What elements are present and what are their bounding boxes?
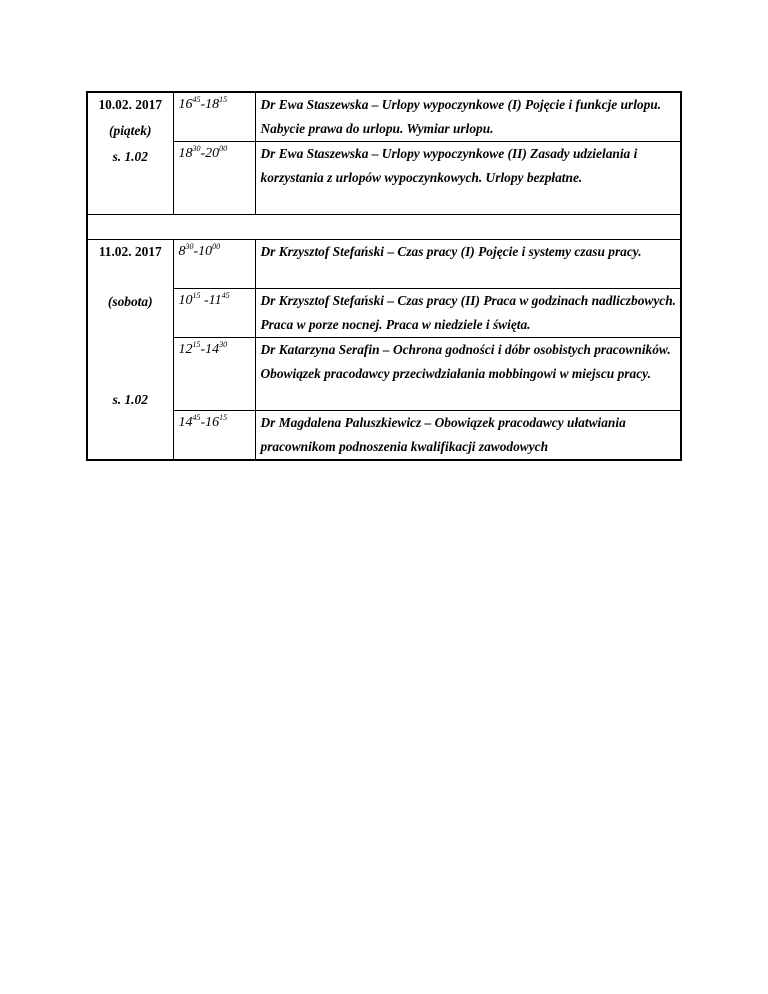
table-row	[87, 338, 681, 411]
session-time: $18^{30}-20^{00}$	[173, 142, 255, 215]
schedule-table	[86, 91, 682, 461]
session-time: $12^{15}-14^{30}$	[173, 338, 255, 411]
session-time: $8^{30}-10^{00}$	[173, 240, 255, 289]
separator-row	[87, 215, 681, 240]
day-info-cell	[87, 92, 173, 215]
day-weekday: (piątek)	[109, 123, 152, 138]
table-row	[87, 92, 681, 142]
day-weekday: (sobota)	[107, 294, 153, 309]
day-info-cell	[87, 240, 173, 461]
session-time: $10^{15}$ $-11^{45}$	[173, 289, 255, 338]
table-row	[87, 289, 681, 338]
session-description: Dr Ewa Staszewska – Urlopy wypoczynkowe (I) Pojęcie i funkcje urlopu. Nabycie prawa do urlopu. Wymiar urlopu.	[255, 92, 681, 142]
day-room: s. 1.02	[112, 149, 148, 164]
session-description: Dr Magdalena Paluszkiewicz – Obowiązek pracodawcy ułatwiania pracownikom podnoszenia kwalifikacji zawodowych	[260, 415, 626, 454]
day-date: 11.02. 2017	[98, 244, 162, 259]
session-description: Dr Ewa Staszewska – Urlopy wypoczynkowe (II) Zasady udzielania i korzystania z urlopów wypoczynkowych. Urlopy bezpłatne.	[260, 146, 638, 185]
day-date: 10.02. 2017	[98, 97, 163, 112]
session-time: $14^{45}-16^{15}$	[173, 411, 255, 461]
session-description: Dr Krzysztof Stefański – Czas pracy (II) Praca w godzinach nadliczbowych. Praca w porze nocnej. Praca w niedziele i święta.	[255, 289, 681, 338]
day-room: s. 1.02	[112, 392, 148, 407]
table-row	[87, 411, 681, 461]
session-description: Dr Krzysztof Stefański – Czas pracy (I) Pojęcie i systemy czasu pracy.	[255, 240, 681, 289]
table-row	[87, 142, 681, 215]
session-description: Dr Katarzyna Serafin – Ochrona godności i dóbr osobistych pracowników. Obowiązek pracodawcy przeciwdziałania mobbingowi w miejscu pracy.	[255, 338, 681, 411]
session-time: $16^{45}-18^{15}$	[173, 92, 255, 142]
table-row	[87, 240, 681, 289]
